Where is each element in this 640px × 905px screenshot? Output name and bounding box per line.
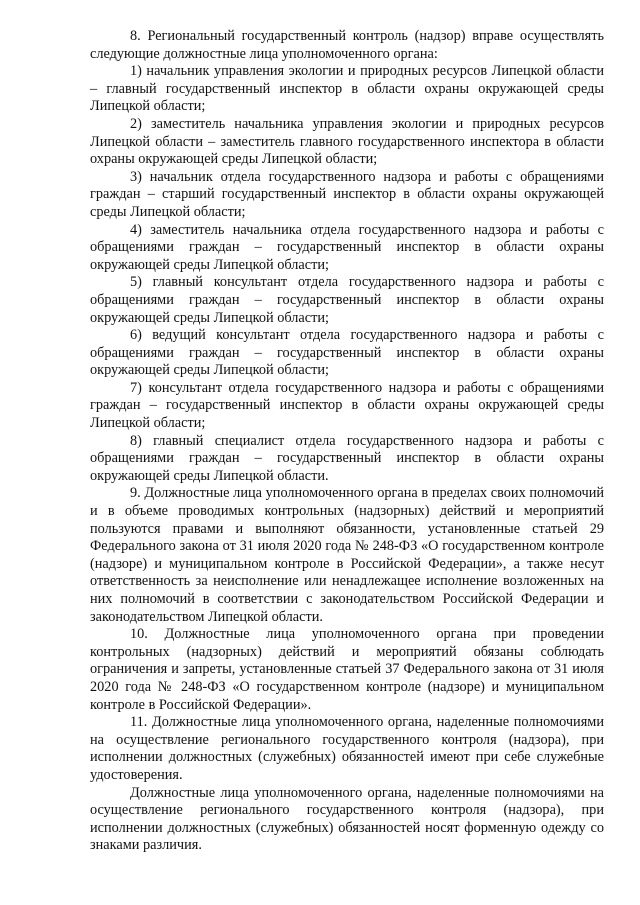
list-item-1: 1) начальник управления экологии и природных ресурсов Липецкой области – главный государственный инспектор в области охраны окружающей среды Липецкой области;	[90, 63, 604, 115]
list-item-8: 8) главный специалист отдела государственного надзора и работы с обращениями граждан – государственный инспектор в области охраны окружающей среды Липецкой области.	[90, 432, 604, 484]
paragraph-section-11: 11. Должностные лица уполномоченного органа, наделенные полномочиями на осуществление регионального государственного контроля (надзора), при исполнении должностных (служебных) обязанностей имеют при себе служебные удостоверения.	[90, 714, 604, 783]
paragraph-section-10: 10. Должностные лица уполномоченного органа при проведении контрольных (надзорных) действий и мероприятий обязаны соблюдать ограничения и запреты, установленные статьей 37 Федерального закона от 31 июля 2020 года № 248-ФЗ «О государственном контроле (надзоре) и муниципальном контроле в Российской Федерации».	[90, 626, 604, 713]
paragraph-uniform: Должностные лица уполномоченного органа, наделенные полномочиями на осуществление регионального государственного контроля (надзора), при исполнении должностных (служебных) обязанностей носят форменную одежду со знаками различия.	[90, 784, 604, 854]
paragraph-section-9: 9. Должностные лица уполномоченного органа в пределах своих полномочий и в объеме проводимых контрольных (надзорных) действий и мероприятий пользуются правами и выполняют обязанности, установленные статьей 29 Федерального закона от 31 июля 2020 года № 248-ФЗ «О государственном контроле (надзоре) и муниципальном контроле в Российской Федерации», а также несут ответственность за неисполнение или ненадлежащее исполнение возложенных на них полномочий в соответствии с законодательством Российской Федерации и законодательством Липецкой области.	[90, 485, 604, 625]
list-item-7: 7) консультант отдела государственного надзора и работы с обращениями граждан – государственный инспектор в области охраны окружающей среды Липецкой области;	[90, 379, 604, 432]
list-item-2: 2) заместитель начальника управления экологии и природных ресурсов Липецкой области – заместитель главного государственного инспектора в области охраны окружающей среды Липецкой области;	[90, 115, 604, 168]
list-item-3: 3) начальник отдела государственного надзора и работы с обращениями граждан – старший государственный инспектор в области охраны окружающей среды Липецкой области;	[90, 168, 604, 220]
paragraph-section-8-intro: 8. Региональный государственный контроль (надзор) вправе осуществлять следующие должностные лица уполномоченного органа:	[90, 28, 604, 62]
list-item-5: 5) главный консультант отдела государственного надзора и работы с обращениями граждан – государственный инспектор в области охраны окружающей среды Липецкой области;	[90, 274, 604, 326]
list-item-6: 6) ведущий консультант отдела государственного надзора и работы с обращениями граждан – государственный инспектор в области охраны окружающей среды Липецкой области;	[90, 327, 604, 379]
list-item-4: 4) заместитель начальника отдела государственного надзора и работы с обращениями граждан – государственный инспектор в области охраны окружающей среды Липецкой области;	[90, 221, 604, 273]
